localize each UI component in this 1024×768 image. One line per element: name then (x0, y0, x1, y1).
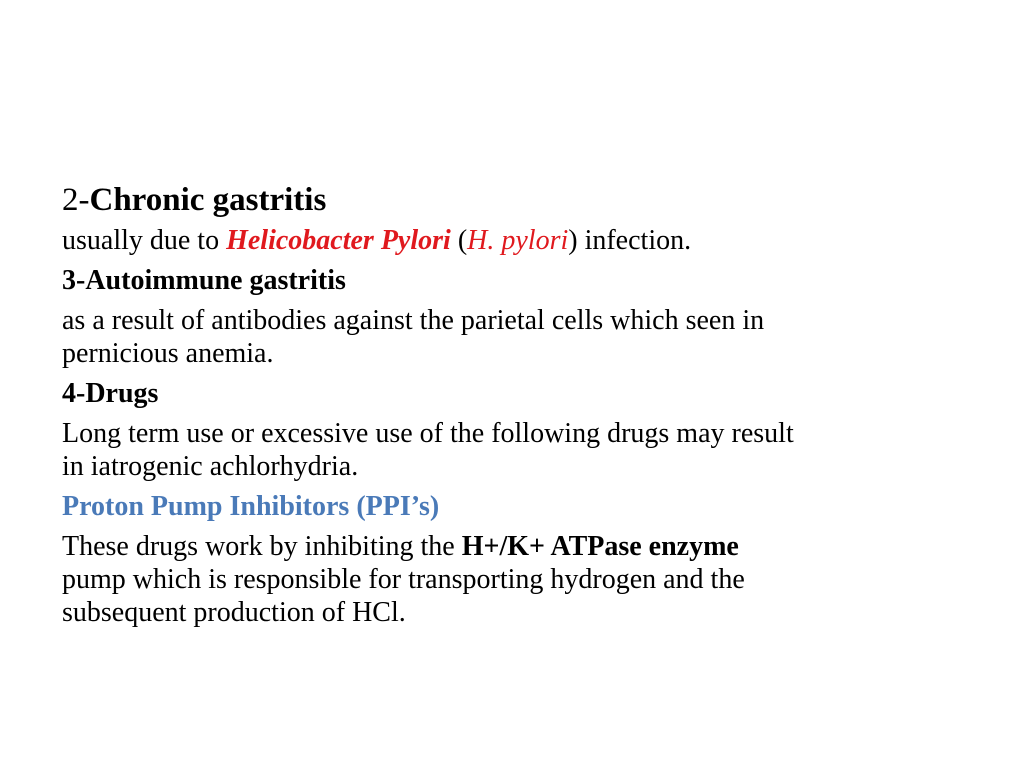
ppi-body-line-2: pump which is responsible for transporting hydrogen and the (62, 564, 745, 595)
chronic-gastritis-title: Chronic gastritis (89, 182, 327, 218)
section-2-body (62, 224, 982, 257)
autoimmune-gastritis-heading: 3-Autoimmune gastritis (62, 265, 346, 296)
enzyme-name: H+/K+ ATPase enzyme (461, 531, 739, 562)
paren-open: ( (450, 225, 468, 256)
organism-name: Helicobacter Pylori (226, 225, 451, 256)
drugs-body-line-2: in iatrogenic achlorhydria. (62, 451, 359, 482)
drugs-heading: 4-Drugs (62, 378, 159, 409)
ppi-body-line-3: subsequent production of HCl. (62, 597, 406, 628)
organism-abbrev: H. pylori (467, 225, 569, 256)
slide-content (62, 176, 982, 629)
ppi-heading: Proton Pump Inhibitors (PPI’s) (62, 491, 440, 522)
ppi-body-line-1 (62, 530, 982, 563)
paren-close-text: ) infection. (568, 225, 692, 256)
ppi-text-before: These drugs work by inhibiting the (62, 531, 462, 562)
section-2-heading (62, 176, 982, 224)
drugs-body-line-1: Long term use or excessive use of the following drugs may result (62, 418, 794, 449)
autoimmune-body-line-1: as a result of antibodies against the parietal cells which seen in (62, 305, 765, 336)
autoimmune-body-line-2: pernicious anemia. (62, 338, 274, 369)
section-2-prefix: 2- (62, 182, 90, 218)
section-2-text-before: usually due to (62, 225, 227, 256)
